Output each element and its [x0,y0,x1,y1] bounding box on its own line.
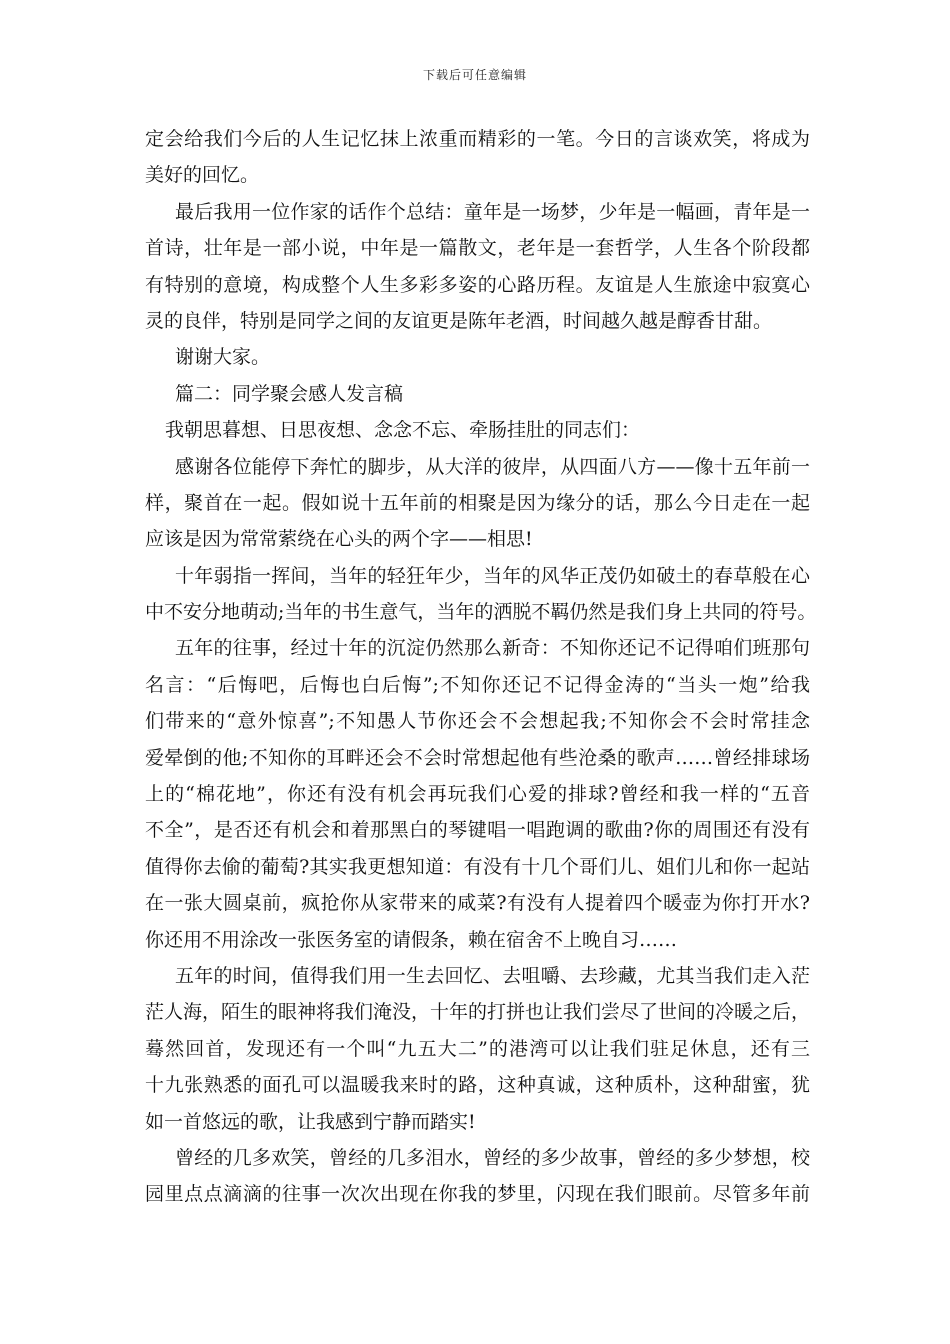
text-line: 十九张熟悉的面孔可以温暖我来时的路，这种真诚，这种质朴，这种甜蜜，犹 [145,1074,810,1097]
text-line: 样，聚首在一起。假如说十五年前的相聚是因为缘分的话，那么今日走在一起 [145,491,810,514]
text-line: 灵的良伴，特别是同学之间的友谊更是陈年老酒，时间越久越是醇香甘甜。 [145,309,773,332]
document-body [145,121,817,1213]
text-line: 谢谢大家。 [175,346,271,369]
text-line: 首诗，壮年是一部小说，中年是一篇散文，老年是一套哲学，人生各个阶段都 [145,237,810,260]
text-line: 茫人海，陌生的眼神将我们淹没，十年的打拼也让我们尝尽了世间的冷暖之后， [145,1001,811,1024]
text-line: 定会给我们今后的人生记忆抹上浓重而精彩的一笔。今日的言谈欢笑，将成为 [145,128,810,150]
text-line: 我朝思暮想、日思夜想、念念不忘、牵肠挂肚的同志们： [165,419,641,442]
text-line: 五年的往事，经过十年的沉淀仍然那么新奇：不知你还记不记得咱们班那句 [175,637,810,660]
text-line: 五年的时间，值得我们用一生去回忆、去咀嚼、去珍藏，尤其当我们走入茫 [175,964,810,987]
text-line: 感谢各位能停下奔忙的脚步，从大洋的彼岸，从四面八方——像十五年前一 [175,455,810,478]
text-line: 们带来的“意外惊喜”;不知愚人节你还会不会想起我;不知你会不会时常挂念 [145,710,810,733]
text-line: 十年弱指一挥间，当年的轻狂年少，当年的风华正茂仍如破土的春草般在心 [175,564,810,587]
text-line: 应该是因为常常萦绕在心头的两个字——相思! [145,528,533,551]
text-line: 园里点点滴滴的往事一次次出现在你我的梦里，闪现在我们眼前。尽管多年前 [145,1183,810,1206]
page-header: 下载后可任意编辑 [422,68,527,82]
text-line: 值得你去偷的葡萄?其实我更想知道：有没有十几个哥们儿、姐们儿和你一起站 [145,855,810,878]
text-line: 爱晕倒的他;不知你的耳畔还会不会时常想起他有些沧桑的歌声……曾经排球场 [145,746,810,769]
text-line: 篇二：同学聚会感人发言稿 [175,382,404,405]
text-line: 上的“棉花地”，你还有没有机会再玩我们心爱的排球?曾经和我一样的“五音 [145,783,810,806]
text-line: 美好的回忆。 [145,164,260,187]
text-line: 有特别的意境，构成整个人生多彩多姿的心路历程。友谊是人生旅途中寂寞心 [145,273,810,296]
text-line: 中不安分地萌动;当年的书生意气，当年的洒脱不羁仍然是我们身上共同的符号。 [145,601,817,624]
text-line: 不全”，是否还有机会和着那黑白的琴键唱一唱跑调的歌曲?你的周围还有没有 [145,819,810,842]
text-line: 最后我用一位作家的话作个总结：童年是一场梦，少年是一幅画，青年是一 [175,200,810,223]
text-line: 曾经的几多欢笑，曾经的几多泪水，曾经的多少故事，曾经的多少梦想，校 [175,1146,810,1169]
text-line: 如一首悠远的歌，让我感到宁静而踏实! [145,1110,476,1133]
text-line: 名言：“后悔吧，后悔也白后悔”;不知你还记不记得金涛的“当头一炮”给我 [145,673,810,696]
text-line: 你还用不用涂改一张医务室的请假条，赖在宿舍不上晚自习…… [145,928,678,951]
text-line: 在一张大圆桌前，疯抢你从家带来的咸菜?有没有人提着四个暖壶为你打开水? [145,892,810,915]
text-line: 蓦然回首，发现还有一个叫“九五大二”的港湾可以让我们驻足休息，还有三 [145,1037,810,1060]
